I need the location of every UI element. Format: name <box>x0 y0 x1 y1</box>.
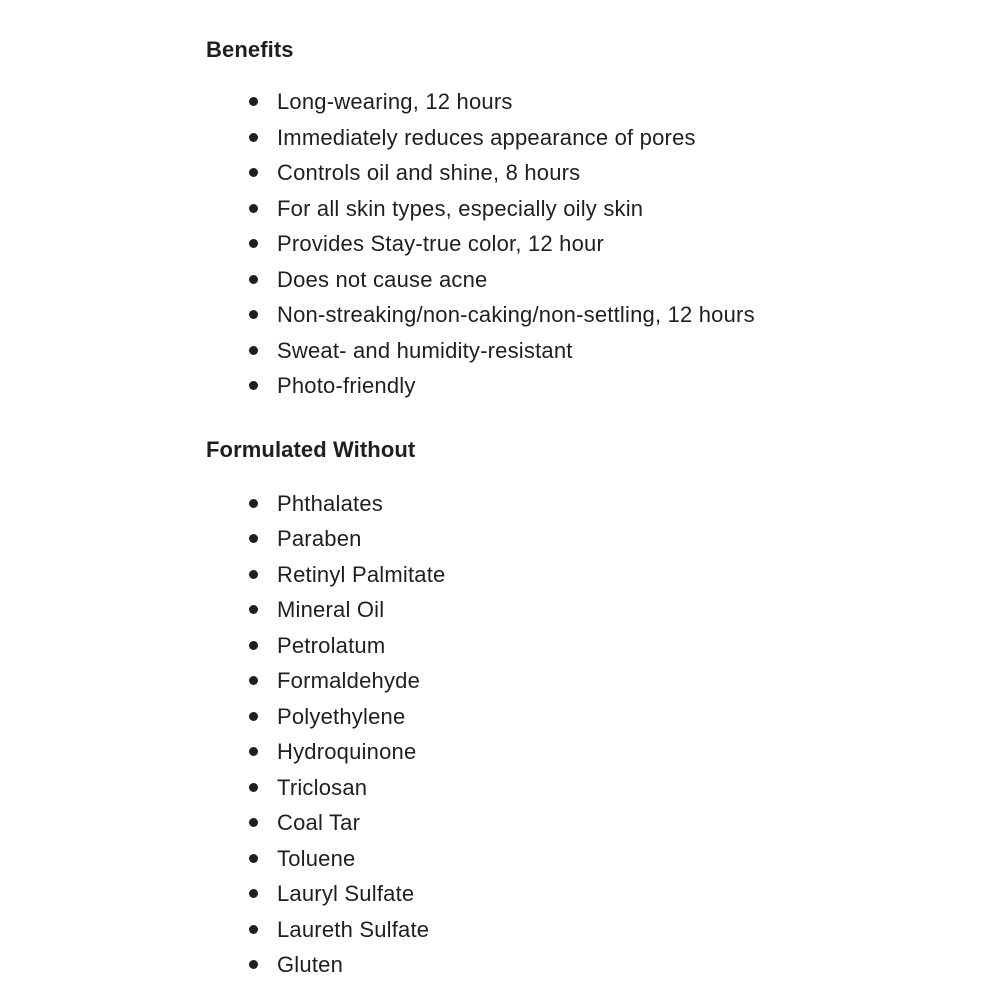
product-details <box>206 34 966 983</box>
bullet-icon <box>249 534 258 543</box>
benefit-text: Photo-friendly <box>277 373 416 398</box>
ingredient-item <box>206 699 966 735</box>
benefit-item <box>206 120 966 156</box>
benefit-item <box>206 155 966 191</box>
benefit-item <box>206 191 966 227</box>
ingredient-item <box>206 876 966 912</box>
bullet-icon <box>249 168 258 177</box>
benefits-heading: Benefits <box>206 37 294 62</box>
bullet-icon <box>249 239 258 248</box>
bullet-icon <box>249 570 258 579</box>
ingredient-text: Gluten <box>277 952 344 977</box>
ingredient-text: Hydroquinone <box>277 739 417 764</box>
bullet-icon <box>249 204 258 213</box>
benefit-item <box>206 297 966 333</box>
bullet-icon <box>249 783 258 792</box>
ingredient-text: Polyethylene <box>277 703 406 729</box>
ingredient-text: Toluene <box>277 845 356 871</box>
formulated-without-section <box>206 434 966 983</box>
ingredient-item <box>206 557 966 593</box>
bullet-icon <box>249 747 258 756</box>
bullet-icon <box>249 346 258 355</box>
ingredient-text: Coal Tar <box>277 810 361 835</box>
benefit-item <box>206 262 966 298</box>
bullet-icon <box>249 381 258 390</box>
ingredient-text: Laureth Sulfate <box>277 916 430 942</box>
ingredient-text: Retinyl Palmitate <box>277 561 446 587</box>
ingredient-item <box>206 663 966 699</box>
bullet-icon <box>249 275 258 284</box>
ingredient-text: Lauryl Sulfate <box>277 881 415 906</box>
benefits-section <box>206 34 966 404</box>
ingredient-item <box>206 521 966 557</box>
formulated-without-heading: Formulated Without <box>206 436 416 462</box>
ingredient-item <box>206 912 966 948</box>
benefit-text: Long-wearing, 12 hours <box>277 89 513 114</box>
bullet-icon <box>249 676 258 685</box>
bullet-icon <box>249 854 258 863</box>
benefit-text: Non-streaking/non-caking/non-settling, 12 hours <box>277 302 755 327</box>
ingredient-item <box>206 770 966 806</box>
ingredient-text: Paraben <box>277 526 362 551</box>
benefit-text: Provides Stay-true color, 12 hour <box>277 231 604 256</box>
ingredient-text: Mineral Oil <box>277 597 385 622</box>
bullet-icon <box>249 605 258 614</box>
ingredient-text: Triclosan <box>277 774 368 800</box>
bullet-icon <box>249 310 258 319</box>
bullet-icon <box>249 499 258 508</box>
bullet-icon <box>249 133 258 142</box>
formulated-without-list <box>206 486 966 983</box>
ingredient-item <box>206 628 966 664</box>
bullet-icon <box>249 960 258 969</box>
benefit-text: Immediately reduces appearance of pores <box>277 124 696 150</box>
bullet-icon <box>249 97 258 106</box>
ingredient-item <box>206 486 966 522</box>
benefits-list <box>206 84 966 404</box>
benefit-text: For all skin types, especially oily skin <box>277 195 644 221</box>
ingredient-text: Petrolatum <box>277 632 386 658</box>
ingredient-item <box>206 841 966 877</box>
bullet-icon <box>249 818 258 827</box>
benefit-text: Controls oil and shine, 8 hours <box>277 160 581 185</box>
bullet-icon <box>249 641 258 650</box>
benefit-item <box>206 368 966 404</box>
ingredient-text: Phthalates <box>277 490 383 516</box>
bullet-icon <box>249 925 258 934</box>
bullet-icon <box>249 889 258 898</box>
ingredient-item <box>206 947 966 983</box>
bullet-icon <box>249 712 258 721</box>
benefit-text: Does not cause acne <box>277 266 488 292</box>
benefit-item <box>206 333 966 369</box>
benefit-text: Sweat- and humidity-resistant <box>277 337 573 363</box>
ingredient-item <box>206 734 966 770</box>
ingredient-item <box>206 592 966 628</box>
ingredient-item <box>206 805 966 841</box>
ingredient-text: Formaldehyde <box>277 668 421 693</box>
benefit-item <box>206 226 966 262</box>
benefit-item <box>206 84 966 120</box>
